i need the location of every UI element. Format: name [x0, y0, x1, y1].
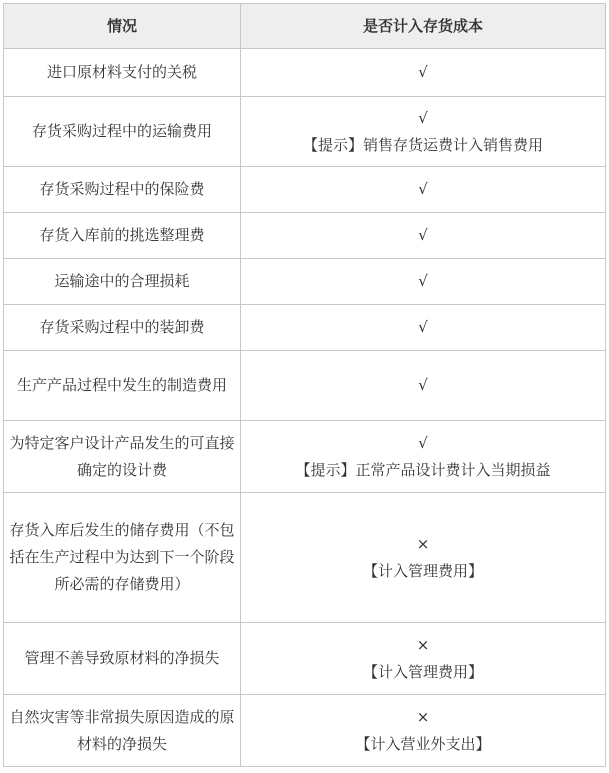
situation-cell: 存货采购过程中的运输费用: [4, 97, 241, 167]
table-row: [4, 213, 606, 259]
situation-cell: 存货采购过程中的保险费: [4, 167, 241, 213]
situation-cell: 进口原材料支付的关税: [4, 49, 241, 97]
included-cell: [241, 97, 606, 167]
included-cell: [241, 493, 606, 623]
note-text: 【提示】正常产品设计费计入当期损益: [295, 460, 551, 479]
situation-cell: 生产产品过程中发生的制造费用: [4, 351, 241, 421]
included-cell: [241, 421, 606, 493]
table-row: [4, 493, 606, 623]
included-cell: [241, 259, 606, 305]
situation-cell: 为特定客户设计产品发生的可直接确定的设计费: [4, 421, 241, 493]
table-row: [4, 49, 606, 97]
note-text: 【计入管理费用】: [362, 561, 483, 580]
cross-mark: ×: [416, 534, 430, 553]
check-mark: √: [418, 433, 428, 452]
table-row: [4, 695, 606, 767]
table-row: [4, 351, 606, 421]
table-row: [4, 259, 606, 305]
table-row: [4, 97, 606, 167]
included-cell: [241, 305, 606, 351]
situation-cell: 存货采购过程中的装卸费: [4, 305, 241, 351]
included-cell: [241, 623, 606, 695]
included-cell: [241, 167, 606, 213]
note-text: 【计入营业外支出】: [355, 734, 491, 753]
included-cell: [241, 351, 606, 421]
cross-mark: ×: [416, 635, 430, 654]
table-row: [4, 305, 606, 351]
situation-cell: 存货入库后发生的储存费用（不包括在生产过程中为达到下一个阶段所必需的存储费用）: [4, 493, 241, 623]
cross-mark: ×: [416, 707, 430, 726]
included-cell: [241, 695, 606, 767]
check-mark: √: [418, 318, 428, 336]
check-mark: √: [418, 63, 428, 81]
table-row: [4, 421, 606, 493]
check-mark: √: [418, 108, 428, 127]
situation-cell: 运输途中的合理损耗: [4, 259, 241, 305]
included-cell: [241, 49, 606, 97]
table-row: [4, 623, 606, 695]
situation-cell: 自然灾害等非常损失原因造成的原材料的净损失: [4, 695, 241, 767]
table-row: [4, 167, 606, 213]
check-mark: √: [418, 180, 428, 198]
check-mark: √: [418, 272, 428, 290]
note-text: 【提示】销售存货运费计入销售费用: [302, 135, 543, 154]
header-situation: 情况: [4, 4, 241, 49]
inventory-cost-table: [3, 3, 606, 767]
situation-cell: 管理不善导致原材料的净损失: [4, 623, 241, 695]
header-included-in-cost: 是否计入存货成本: [241, 4, 606, 49]
note-text: 【计入管理费用】: [362, 662, 483, 681]
included-cell: [241, 213, 606, 259]
header-row: [4, 4, 606, 49]
check-mark: √: [418, 376, 428, 394]
situation-cell: 存货入库前的挑选整理费: [4, 213, 241, 259]
check-mark: √: [418, 226, 428, 244]
table-body: [4, 49, 606, 767]
